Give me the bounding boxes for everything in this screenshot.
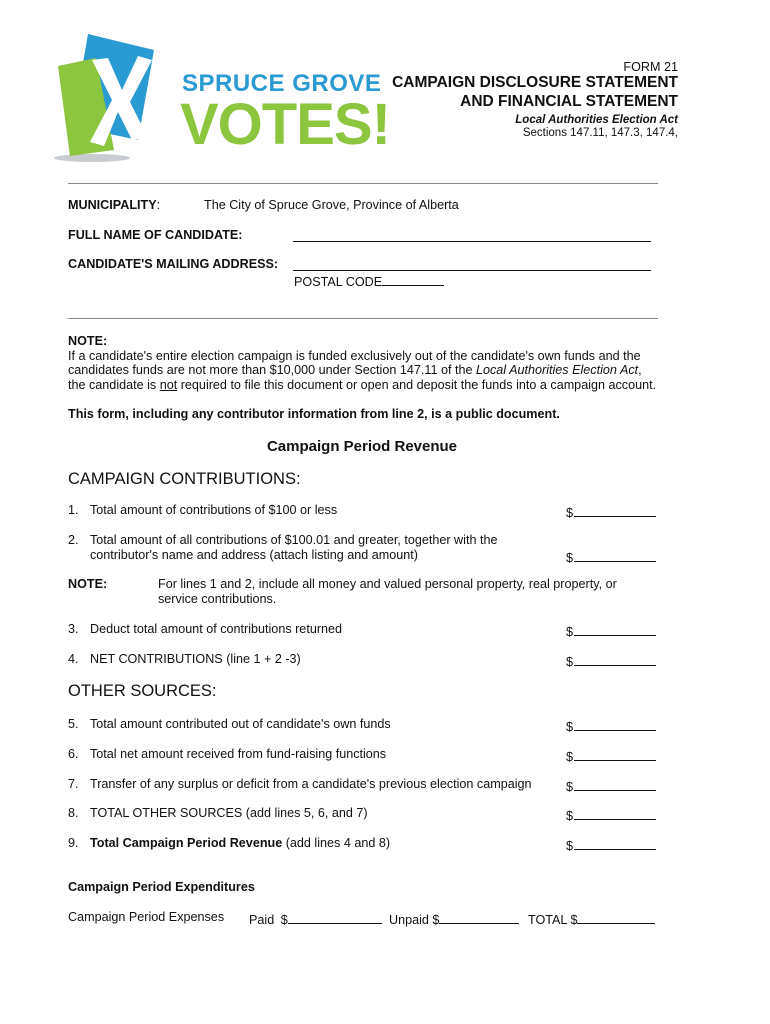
- line5-amount-field[interactable]: [574, 717, 656, 731]
- line8-label: TOTAL OTHER SOURCES (add lines 5, 6, and 7): [90, 806, 368, 820]
- postal-code-row: [294, 272, 444, 289]
- line8-currency: $: [566, 809, 574, 823]
- spruce-grove-votes-logo: [52, 30, 390, 170]
- public-document-notice: This form, including any contributor information from line 2, is a public document.: [68, 407, 560, 421]
- act-name: Local Authorities Election Act: [515, 114, 678, 126]
- revenue-line3: [68, 622, 342, 636]
- paid-amount-field[interactable]: [288, 910, 382, 924]
- line4-number: 4.: [68, 652, 79, 666]
- municipality-value: The City of Spruce Grove, Province of Alberta: [204, 198, 459, 212]
- logo-brand-line1: SPRUCE GROVE: [182, 70, 382, 97]
- expenditures-heading: Campaign Period Expenditures: [68, 880, 255, 894]
- line3-number: 3.: [68, 622, 79, 636]
- line1-number: 1.: [68, 503, 79, 517]
- total-currency: $: [570, 913, 578, 927]
- total-label: TOTAL: [528, 913, 567, 927]
- line2-label-a: Total amount of all contributions of $100.01 and greater, together with the: [90, 533, 498, 547]
- line8-amount[interactable]: [566, 806, 656, 823]
- mailing-address-field[interactable]: [293, 256, 651, 271]
- paid-group: [249, 910, 382, 927]
- line6-label: Total net amount received from fund-raising functions: [90, 747, 387, 761]
- line2-label-b: contributor's name and address (attach listing and amount): [90, 548, 418, 562]
- contributions-note-line2: service contributions.: [158, 592, 277, 606]
- line4-amount-field[interactable]: [574, 652, 656, 666]
- logo-brand-line2: VOTES!: [180, 92, 390, 157]
- form-title-line2: AND FINANCIAL STATEMENT: [460, 93, 678, 110]
- line5-currency: $: [566, 720, 574, 734]
- note-line1: If a candidate's entire election campaign is funded exclusively out of the candidate's own funds and the: [68, 349, 641, 363]
- line3-amount[interactable]: [566, 622, 656, 639]
- candidate-name-field[interactable]: [293, 227, 651, 242]
- contributions-note-line1: For lines 1 and 2, include all money and valued personal property, real property, or: [158, 577, 617, 591]
- unpaid-amount-field[interactable]: [439, 910, 519, 924]
- line7-amount[interactable]: [566, 777, 656, 794]
- note-line3: [68, 378, 656, 392]
- unpaid-currency: $: [432, 913, 440, 927]
- paid-currency: $: [280, 913, 288, 927]
- line8-amount-field[interactable]: [574, 806, 656, 820]
- line1-currency: $: [566, 506, 574, 520]
- line2-currency: $: [566, 551, 574, 565]
- contributions-heading: CAMPAIGN CONTRIBUTIONS:: [68, 470, 301, 488]
- line2-amount-field[interactable]: [574, 548, 656, 562]
- total-amount-field[interactable]: [577, 910, 655, 924]
- line5-label: Total amount contributed out of candidate's own funds: [90, 717, 391, 731]
- contributions-note-label: NOTE:: [68, 577, 108, 591]
- line9-number: 9.: [68, 836, 79, 850]
- municipality-label: MUNICIPALITY: [68, 198, 157, 212]
- mailing-address-label: CANDIDATE'S MAILING ADDRESS:: [68, 257, 279, 271]
- line7-label: Transfer of any surplus or deficit from a candidate's previous election campaign: [90, 777, 532, 791]
- total-group: [528, 910, 655, 927]
- line5-amount[interactable]: [566, 717, 656, 734]
- candidate-name-label: FULL NAME OF CANDIDATE:: [68, 228, 243, 242]
- line7-number: 7.: [68, 777, 79, 791]
- line6-amount-field[interactable]: [574, 747, 656, 761]
- revenue-line4: [68, 652, 301, 666]
- note-line2-text: candidates funds are not more than $10,000 under Section 147.11 of the: [68, 363, 476, 377]
- line5-number: 5.: [68, 717, 79, 731]
- note-line3-text: the candidate is: [68, 378, 160, 392]
- line9-amount-field[interactable]: [574, 836, 656, 850]
- note-line2: [68, 363, 642, 377]
- municipality-label-row: [68, 198, 160, 212]
- note-line3-end: required to file this document or open and deposit the funds into a campaign account.: [177, 378, 657, 392]
- line2-amount[interactable]: [566, 548, 656, 565]
- line1-label: Total amount of contributions of $100 or less: [90, 503, 338, 517]
- divider-top: [68, 183, 658, 184]
- revenue-line1: [68, 503, 337, 517]
- postal-code-field[interactable]: [382, 272, 444, 286]
- line4-label: NET CONTRIBUTIONS (line 1 + 2 -3): [90, 652, 301, 666]
- note-heading: NOTE:: [68, 334, 108, 348]
- municipality-colon: :: [156, 198, 161, 212]
- line3-label: Deduct total amount of contributions returned: [90, 622, 343, 636]
- line9-currency: $: [566, 839, 574, 853]
- line4-currency: $: [566, 655, 574, 669]
- line1-amount[interactable]: [566, 503, 656, 520]
- line6-currency: $: [566, 750, 574, 764]
- line3-currency: $: [566, 625, 574, 639]
- form-number: FORM 21: [623, 60, 678, 74]
- line2-number: 2.: [68, 533, 79, 547]
- postal-code-label: POSTAL CODE: [294, 275, 383, 289]
- line8-number: 8.: [68, 806, 79, 820]
- line6-number: 6.: [68, 747, 79, 761]
- paid-label: Paid: [249, 913, 275, 927]
- act-sections: Sections 147.11, 147.3, 147.4,: [522, 127, 678, 139]
- line7-currency: $: [566, 780, 574, 794]
- form-title-line1: CAMPAIGN DISCLOSURE STATEMENT: [392, 74, 678, 91]
- line6-amount[interactable]: [566, 747, 656, 764]
- revenue-title: Campaign Period Revenue: [266, 438, 458, 455]
- line1-amount-field[interactable]: [574, 503, 656, 517]
- revenue-line2: [68, 533, 497, 547]
- line9-label-rest: (add lines 4 and 8): [282, 836, 391, 850]
- revenue-line9: [68, 836, 390, 850]
- line3-amount-field[interactable]: [574, 622, 656, 636]
- line4-amount[interactable]: [566, 652, 656, 669]
- other-sources-heading: OTHER SOURCES:: [68, 682, 217, 700]
- unpaid-label: Unpaid: [389, 913, 429, 927]
- line9-label-bold: Total Campaign Period Revenue: [90, 836, 283, 850]
- line9-amount[interactable]: [566, 836, 656, 853]
- unpaid-group: [389, 910, 519, 927]
- divider-middle: [68, 318, 658, 319]
- revenue-line7: [68, 777, 532, 791]
- expenses-label: Campaign Period Expenses: [68, 910, 225, 924]
- line7-amount-field[interactable]: [574, 777, 656, 791]
- note-line2-end: ,: [638, 363, 642, 377]
- revenue-line6: [68, 747, 386, 761]
- note-act-name: Local Authorities Election Act: [475, 363, 639, 377]
- revenue-line8: [68, 806, 368, 820]
- note-not-emphasis: not: [159, 378, 178, 392]
- revenue-line5: [68, 717, 391, 731]
